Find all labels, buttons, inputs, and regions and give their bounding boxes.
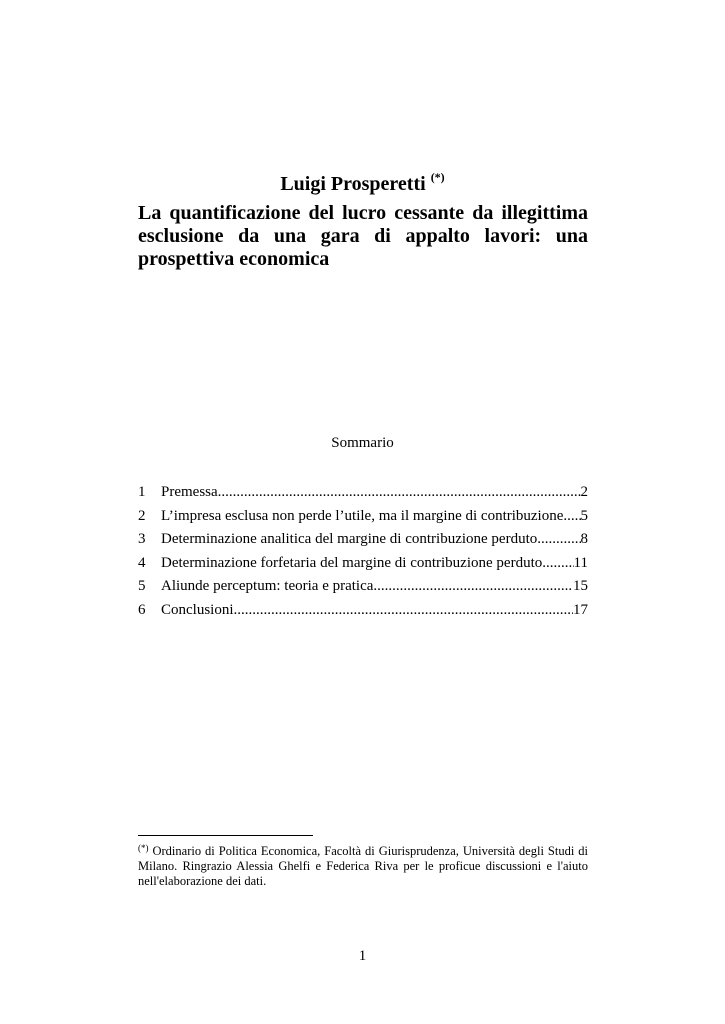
toc-leader-dots (234, 602, 573, 619)
toc-entry-page: 11 (573, 554, 588, 571)
title-line: esclusione da una gara di appalto lavori: una (138, 225, 588, 247)
toc-entry[interactable] (138, 484, 588, 508)
footnote-line-text: Ordinario di Politica Economica, Facoltà di Giurisprudenza, Università degli Studi di (148, 844, 588, 858)
toc-entry-number: 3 (138, 531, 146, 548)
contents-heading: Sommario (331, 435, 394, 451)
toc-entry-title: Determinazione forfetaria del margine di contribuzione perduto (161, 554, 543, 571)
toc-entry-page: 5 (580, 507, 588, 524)
title-line: prospettiva economica (138, 248, 330, 270)
author-name-text: Luigi Prosperetti (280, 173, 426, 195)
toc-leader-dots (373, 578, 573, 595)
footnote-line: Milano. Ringrazio Alessia Ghelfi e Federica Riva per le proficue discussioni e l'aiuto (138, 859, 588, 874)
toc-entry-number: 2 (138, 507, 146, 524)
toc-entry-number: 5 (138, 578, 146, 595)
toc-entry[interactable] (138, 578, 588, 602)
table-of-contents (138, 484, 588, 626)
toc-leader-dots (563, 508, 580, 525)
footnote-separator (138, 835, 313, 836)
author-name (0, 170, 725, 196)
title-line: La quantificazione del lucro cessante da illegittima (138, 202, 588, 224)
footnote-mark: (*) (138, 843, 149, 853)
footnote-reference-mark: (*) (430, 170, 445, 184)
toc-entry-page: 15 (573, 578, 588, 595)
toc-entry-title: Premessa (161, 484, 218, 500)
toc-entry[interactable] (138, 531, 588, 555)
footnote (138, 841, 588, 890)
toc-leader-dots (542, 555, 573, 572)
toc-entry[interactable] (138, 508, 588, 532)
toc-entry-page: 2 (580, 484, 588, 500)
toc-leader-dots (218, 484, 581, 501)
document-title (138, 202, 588, 271)
toc-entry-number: 6 (138, 601, 146, 618)
toc-entry-page: 17 (573, 601, 588, 618)
footnote-line (138, 841, 588, 859)
toc-entry-number: 4 (138, 554, 146, 571)
toc-entry[interactable] (138, 555, 588, 579)
toc-entry[interactable] (138, 602, 588, 626)
toc-entry-number: 1 (138, 484, 146, 500)
toc-entry-title: Determinazione analitica del margine di contribuzione perduto (161, 531, 538, 548)
toc-entry-title: Aliunde perceptum: teoria e pratica (161, 578, 374, 595)
toc-entry-page: 8 (580, 531, 588, 548)
footnote-line: nell'elaborazione dei dati. (138, 874, 267, 889)
toc-entry-title: L’impresa esclusa non perde l’utile, ma il margine di contribuzione (161, 507, 564, 524)
page-number: 1 (358, 948, 367, 964)
toc-entry-title: Conclusioni (161, 601, 234, 618)
toc-leader-dots (537, 531, 580, 548)
